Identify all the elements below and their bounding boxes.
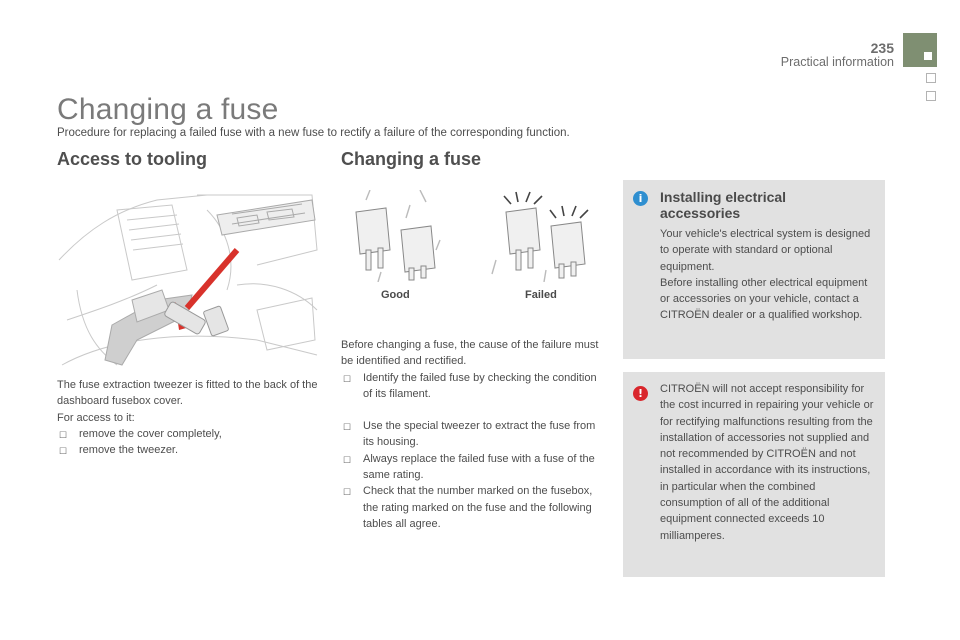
changing-heading: Changing a fuse bbox=[341, 149, 482, 169]
failed-fuse-label: Failed bbox=[525, 289, 557, 301]
info-box-title: Installing electrical accessories bbox=[660, 189, 787, 221]
access-heading: Access to tooling bbox=[57, 149, 208, 169]
checkbox-marker-icon: ☐ bbox=[343, 487, 352, 498]
list-item: ☐ Always replace the failed fuse with a fuse of the same rating. bbox=[343, 452, 595, 482]
checkbox-marker-icon: ☐ bbox=[343, 422, 352, 433]
list-item: ☐ Identify the failed fuse by checking the condition of its filament. bbox=[343, 371, 597, 400]
side-marker bbox=[926, 91, 936, 101]
page-number: 235 bbox=[870, 40, 894, 56]
fuse-illustration bbox=[346, 190, 596, 282]
checkbox-marker-icon: ☐ bbox=[59, 446, 68, 457]
chapter-tab bbox=[903, 33, 937, 67]
checkbox-marker-icon: ☐ bbox=[343, 454, 352, 465]
intro-text: Procedure for replacing a failed fuse with a new fuse to rectify a failure of the corresponding function. bbox=[57, 127, 570, 139]
info-box-text: Your vehicle's electrical system is designed to operate with standard or optional equipment. Before installing other electrical equipment or accessories on your vehicle, contact a CITROËN dealer or a qualified workshop. bbox=[660, 228, 871, 322]
list-item: ☐ remove the cover completely, bbox=[57, 426, 319, 442]
dashboard-illustration bbox=[57, 190, 319, 370]
warning-box bbox=[623, 372, 885, 577]
info-icon: i bbox=[633, 191, 648, 206]
warning-icon: ! bbox=[633, 386, 648, 401]
warning-box-text: CITROËN will not accept responsibility for the cost incurred in repairing your vehicle or for rectifying malfunctions resulting from the installation of accessories not supplied and not recommended by CITROËN and not installed in accordance with its instructions, in particular when the combined consumption of all of the additional equipment connected exceeds 10 milliamperes. bbox=[660, 383, 874, 542]
changing-text bbox=[341, 337, 603, 532]
page-title: Changing a fuse bbox=[57, 93, 279, 126]
access-line: For access to it: bbox=[57, 411, 135, 424]
section-title: Practical information bbox=[780, 55, 894, 69]
changing-lead: Before changing a fuse, the cause of the failure must be identified and rectified. bbox=[341, 339, 599, 368]
list-item: ☐ Check that the number marked on the fusebox, the rating marked on the fuse and the following tables all agree. bbox=[343, 485, 593, 530]
checkbox-marker-icon: ☐ bbox=[59, 429, 68, 440]
list-item: ☐ remove the tweezer. bbox=[57, 442, 319, 458]
list-item: ☐ Use the special tweezer to extract the fuse from its housing. bbox=[343, 420, 596, 449]
access-text bbox=[57, 377, 319, 458]
access-line: The fuse extraction tweezer is fitted to the back of the dashboard fusebox cover. bbox=[57, 379, 318, 408]
good-fuse-label: Good bbox=[381, 289, 410, 301]
info-box bbox=[623, 180, 885, 359]
checkbox-marker-icon: ☐ bbox=[343, 373, 352, 384]
side-marker bbox=[926, 73, 936, 83]
